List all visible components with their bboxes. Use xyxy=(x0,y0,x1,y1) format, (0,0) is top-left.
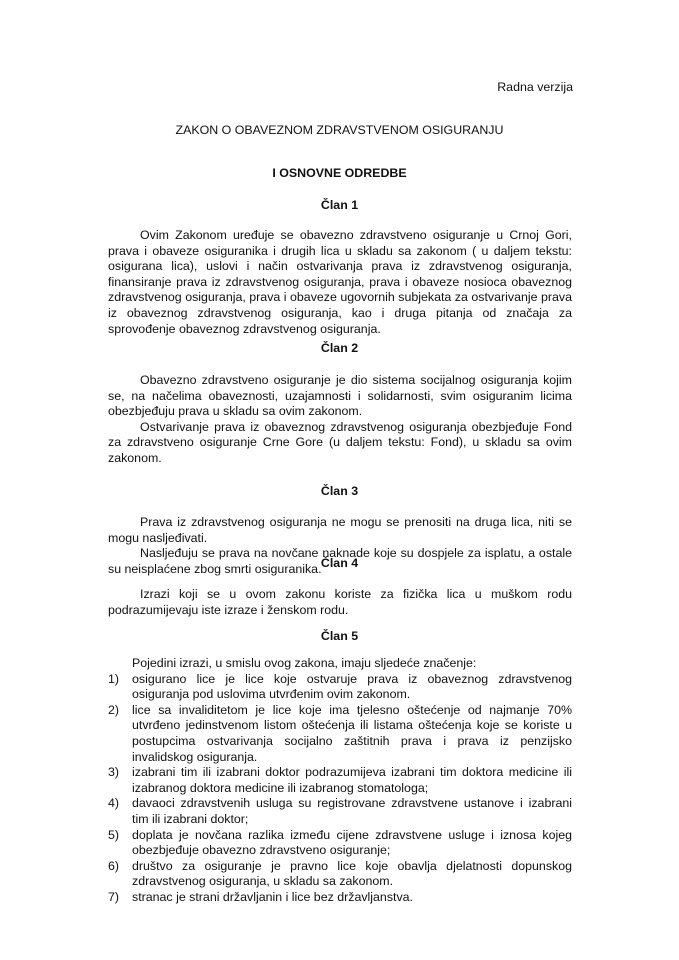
section-heading: I OSNOVNE ODREDBE xyxy=(272,166,407,180)
list-intro: Pojedini izrazi, u smislu ovog zakona, imaju sljedeće značenje: xyxy=(132,656,477,670)
paragraph: Izrazi koji se u ovom zakonu koriste za fizička lica u muškom rodu podrazumijevaju iste izraze i ženskom rodu. xyxy=(108,587,572,617)
item-number: 4) xyxy=(108,796,120,811)
article-4-body xyxy=(108,587,572,618)
item-text: doplata je novčana razlika između cijene zdravstvene usluge i iznosa kojeg obezbjeđuje obavezno zdravstveno osiguranje; xyxy=(132,827,572,858)
item-text: društvo za osiguranje je pravno lice koje obavlja djelatnosti dopunskog zdravstvenog osiguranja, u skladu sa zakonom. xyxy=(132,858,572,889)
list-item xyxy=(108,890,572,906)
article-2-heading: Član 2 xyxy=(320,341,359,355)
article-3-heading: Član 3 xyxy=(320,484,359,498)
item-text: osigurano lice je lice koje ostvaruje prava iz obaveznog zdravstvenog osiguranja pod uslovima utvrđenim ovim zakonom. xyxy=(132,671,572,702)
article-5-list xyxy=(108,656,572,906)
item-text: stranac je strani državljanin i lice bez državljanstva. xyxy=(132,889,413,904)
paragraph: Obavezno zdravstveno osiguranje je dio sistema socijalnog osiguranja kojim se, na načelima obaveznosti, uzajamnosti i solidarnosti, svim osiguranim licima obezbjeđuju prava u skladu sa ovim zakonom. xyxy=(108,373,572,419)
item-number: 5) xyxy=(108,827,120,842)
paragraph: Nasljeđuju se prava na novčane naknade koje su dospjele za isplatu, a ostale su neisplaćene zbog smrti osiguranika. xyxy=(108,546,572,576)
item-number: 2) xyxy=(108,702,120,717)
list-item xyxy=(108,796,572,827)
item-number: 7) xyxy=(108,889,120,904)
item-number: 1) xyxy=(108,671,120,686)
article-4-heading: Član 4 xyxy=(320,556,359,570)
list-item xyxy=(108,672,572,703)
list-item xyxy=(108,765,572,796)
list-item xyxy=(108,828,572,859)
article-5-heading: Član 5 xyxy=(320,629,359,643)
article-1-body xyxy=(108,228,572,337)
list-item xyxy=(108,703,572,765)
paragraph: Prava iz zdravstvenog osiguranja ne mogu se prenositi na druga lica, niti se mogu nasljeđivati. xyxy=(108,515,572,545)
list-item xyxy=(108,859,572,890)
item-number: 3) xyxy=(108,765,120,780)
version-label: Radna verzija xyxy=(497,80,573,94)
item-text: lice sa invaliditetom je lice koje ima tjelesno oštećenje od najmanje 70% utvrđeno jedinstvenom listom oštećenja ili listama oštećenja koje se koriste u postupcima ostvarivanja socijalno zaštitnih prava i prava iz penzijsko invalidskog osiguranja. xyxy=(132,702,572,764)
item-text: izabrani tim ili izabrani doktor podrazumijeva izabrani tim doktora medicine ili izabranog doktora medicine ili izabranog stomatologa; xyxy=(132,765,572,795)
article-1-heading: Član 1 xyxy=(320,198,359,212)
item-text: davaoci zdravstvenih usluga su registrovane zdravstvene ustanove i izabrani tim ili izabrani doktor; xyxy=(132,796,572,826)
paragraph: Ovim Zakonom uređuje se obavezno zdravstveno osiguranje u Crnoj Gori, prava i obaveze osiguranika i drugih lica u skladu sa zakonom ( u daljem tekstu: osigurana lica), uslovi i način ostvarivanja prava iz zdravstvenog osiguranja, finansiranje prava iz zdravstvenog osiguranja, prava i obaveze nosioca obaveznog zdravstvenog osiguranja, prava i obaveze ugovornih subjekata za ostvarivanje prava iz obaveznog zdravstvenog osiguranja, kao i druga pitanja od značaja za sprovođenje obaveznog zdravstvenog osiguranja. xyxy=(108,228,572,336)
law-title: ZAKON O OBAVEZNOM ZDRAVSTVENOM OSIGURANJU xyxy=(175,123,504,137)
article-2-body xyxy=(108,373,572,467)
paragraph: Ostvarivanje prava iz obaveznog zdravstvenog osiguranja obezbjeđuje Fond za zdravstveno osiguranje Crne Gore (u daljem tekstu: Fond), u skladu sa ovim zakonom. xyxy=(108,419,572,465)
item-number: 6) xyxy=(108,858,120,873)
